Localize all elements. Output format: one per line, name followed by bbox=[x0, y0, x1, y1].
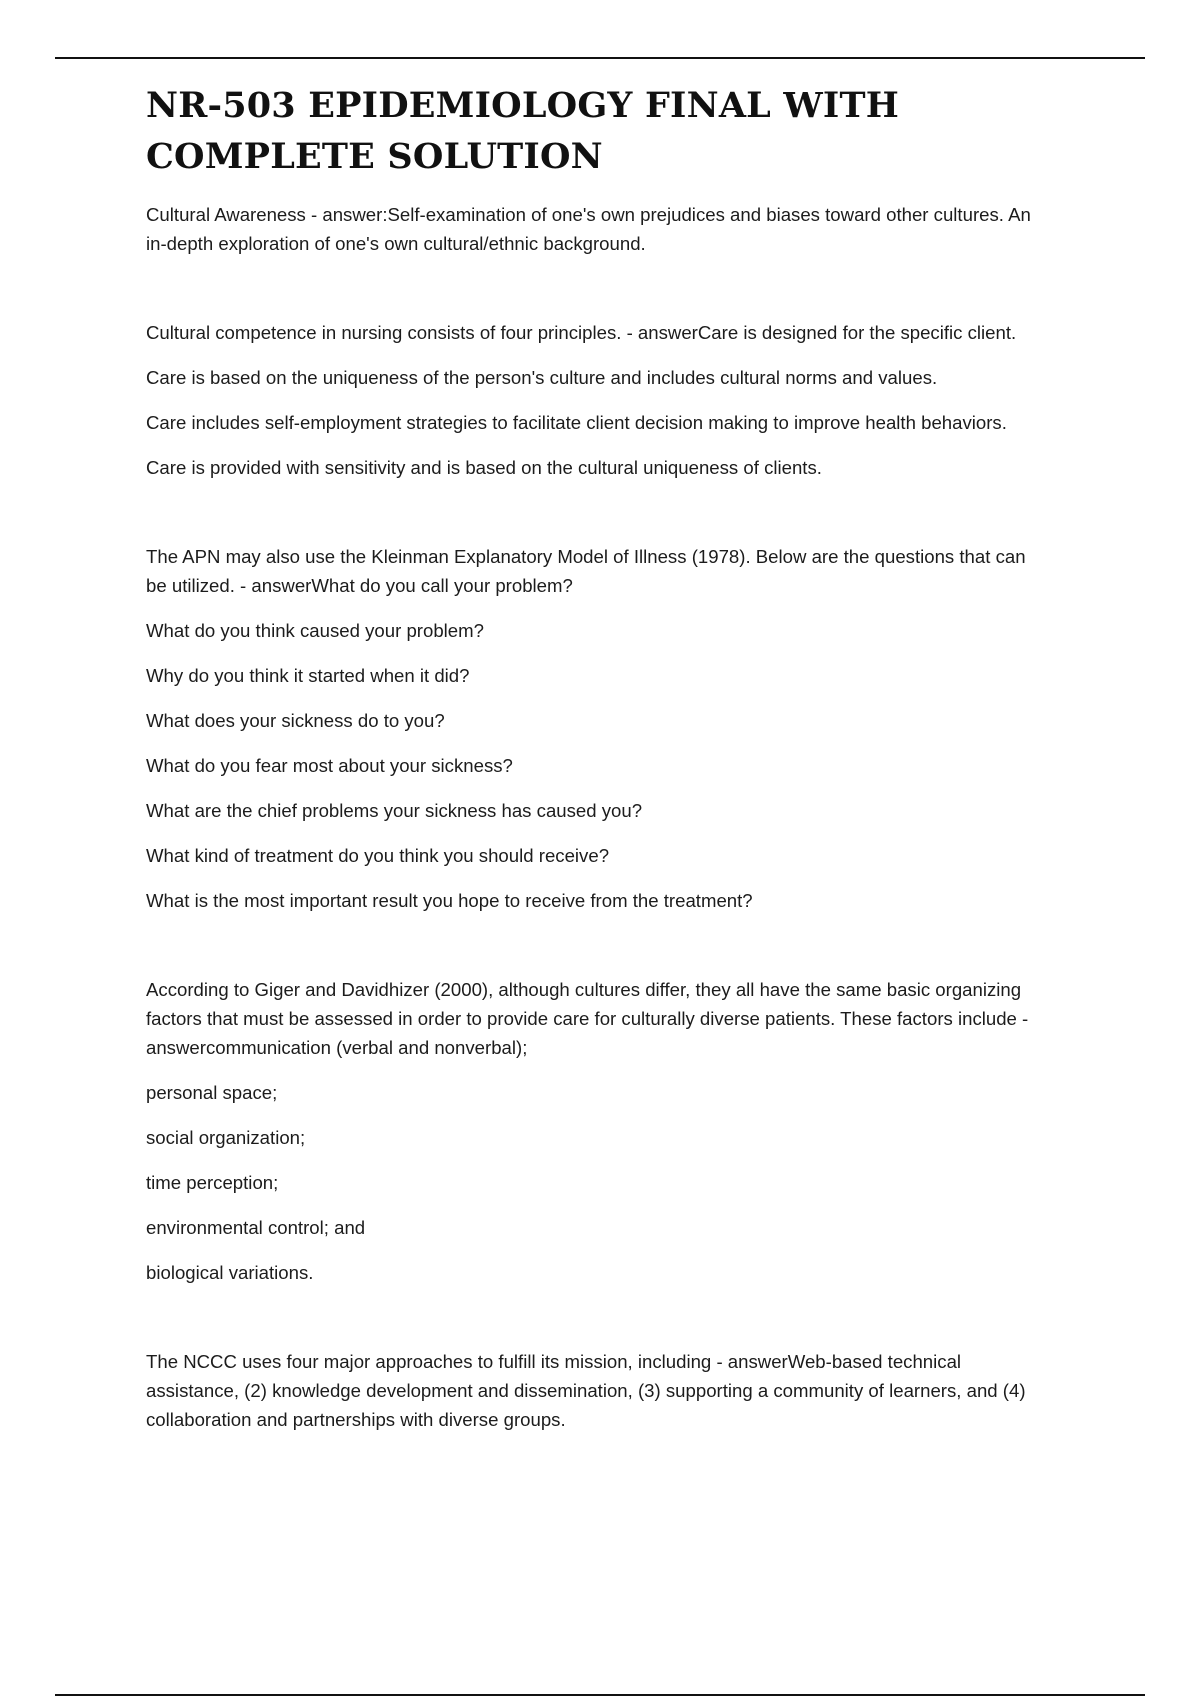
paragraph: The APN may also use the Kleinman Explanatory Model of Illness (1978). Below are the questions that can be utilized. - answerWhat do you call your problem? bbox=[146, 546, 1026, 596]
qa-kleinman-model bbox=[146, 542, 1046, 915]
paragraph: What is the most important result you hope to receive from the treatment? bbox=[146, 890, 753, 911]
paragraph: What does your sickness do to you? bbox=[146, 710, 445, 731]
paragraph: social organization; bbox=[146, 1127, 306, 1148]
paragraph: environmental control; and bbox=[146, 1217, 366, 1238]
qa-giger-davidhizer bbox=[146, 975, 1046, 1287]
paragraph: What do you fear most about your sickness? bbox=[146, 755, 513, 776]
top-rule bbox=[55, 57, 1145, 59]
paragraph: Why do you think it started when it did? bbox=[146, 665, 470, 686]
paragraph: Care is based on the uniqueness of the person's culture and includes cultural norms and values. bbox=[146, 367, 938, 388]
bottom-rule bbox=[55, 1694, 1145, 1696]
qa-cultural-competence bbox=[146, 318, 1046, 482]
paragraph: Care includes self-employment strategies to facilitate client decision making to improve health behaviors. bbox=[146, 412, 1007, 433]
paragraph: What are the chief problems your sickness has caused you? bbox=[146, 800, 643, 821]
page-title: NR-503 EPIDEMIOLOGY FINAL WITH COMPLETE SOLUTION bbox=[146, 85, 899, 177]
paragraph: What kind of treatment do you think you should receive? bbox=[146, 845, 610, 866]
paragraph: time perception; bbox=[146, 1172, 279, 1193]
paragraph: personal space; bbox=[146, 1082, 278, 1103]
paragraph: Cultural competence in nursing consists of four principles. - answerCare is designed for the specific client. bbox=[146, 322, 1017, 343]
document-body bbox=[146, 200, 1046, 1434]
document-page bbox=[146, 80, 1046, 1434]
qa-nccc-approaches bbox=[146, 1347, 1046, 1434]
paragraph: biological variations. bbox=[146, 1262, 314, 1283]
paragraph: Care is provided with sensitivity and is based on the cultural uniqueness of clients. bbox=[146, 457, 822, 478]
qa-cultural-awareness bbox=[146, 200, 1046, 258]
paragraph: Cultural Awareness - answer:Self-examination of one's own prejudices and biases toward other cultures. An in-depth exploration of one's own cultural/ethnic background. bbox=[146, 204, 1031, 254]
paragraph: The NCCC uses four major approaches to fulfill its mission, including - answerWeb-based technical assistance, (2) knowledge development and dissemination, (3) supporting a community of learners, and (4) collaboration and partnerships with diverse groups. bbox=[146, 1351, 1026, 1430]
paragraph: What do you think caused your problem? bbox=[146, 620, 484, 641]
paragraph: According to Giger and Davidhizer (2000), although cultures differ, they all have the same basic organizing factors that must be assessed in order to provide care for culturally diverse patients. These factors include - answercommunication (verbal and nonverbal); bbox=[146, 979, 1029, 1058]
